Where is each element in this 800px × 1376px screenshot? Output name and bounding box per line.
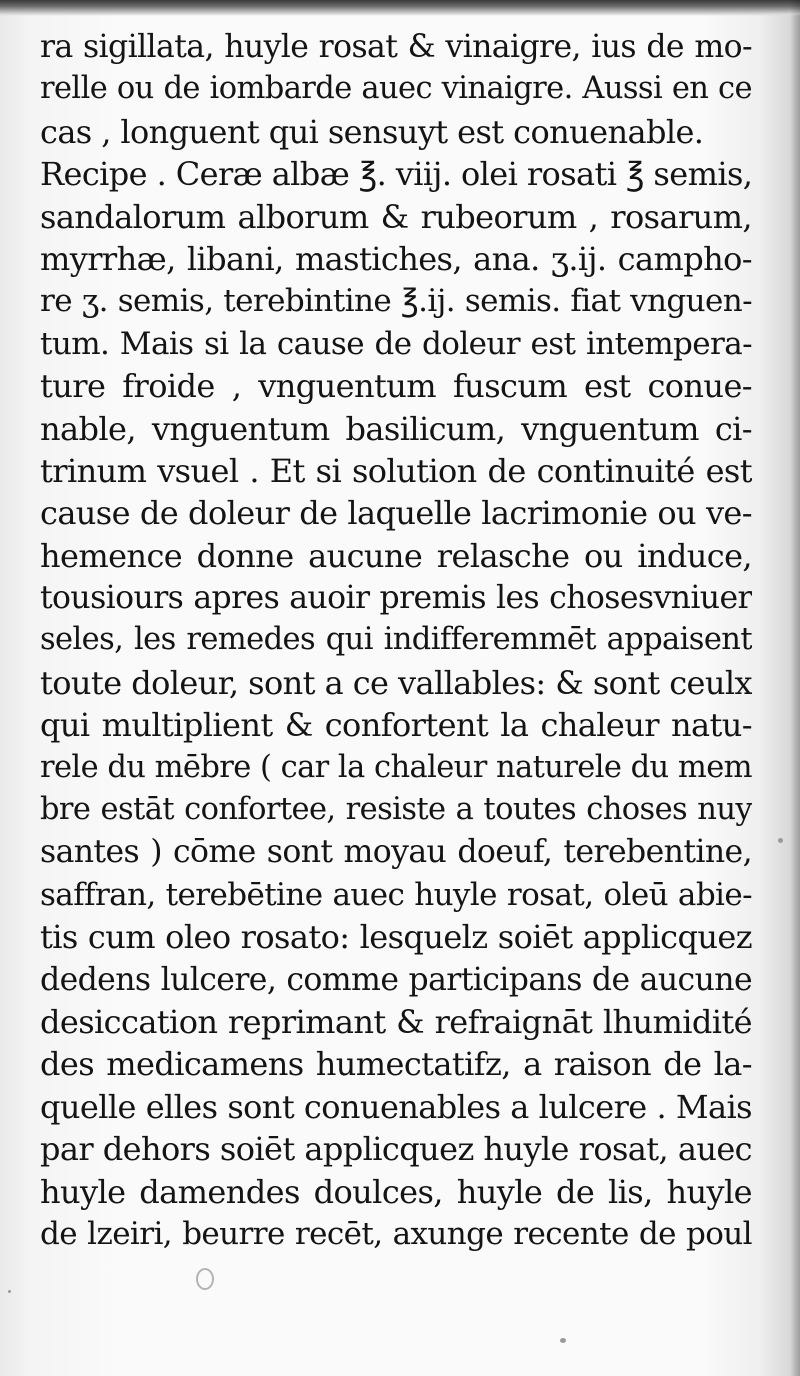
text-line: ra sigillata, huyle rosat & vinaigre, ius de mo-: [40, 29, 752, 65]
text-line: saffran, terebētine auec huyle rosat, oleū abie-: [40, 876, 752, 913]
text-line: Recipe . Ceræ albæ ℥. viij. olei rosati ℥ semis,: [40, 155, 752, 194]
text-line: tis cum oleo rosato: lesquelz soiēt applicquez: [40, 918, 752, 957]
text-line: par dehors soiēt applicquez huyle rosat, auec: [40, 1130, 752, 1169]
text-line: bre estāt confortee, resiste a toutes choses nuy: [40, 792, 752, 828]
text-line: nable, vnguentum basilicum, vnguentum ci-: [40, 409, 752, 448]
text-line: hemence donne aucune relasche ou induce,: [40, 536, 752, 575]
page-top-edge-shadow: [0, 0, 800, 16]
text-line: tum. Mais si la cause de doleur est intempera-: [40, 325, 752, 362]
paper-speck: [196, 1268, 214, 1290]
text-line: de lzeiri, beurre recēt, axunge recente de poul: [40, 1215, 752, 1252]
body-text: [40, 26, 752, 1255]
text-line: santes ) cōme sont moyau doeuf, terebentine,: [40, 834, 752, 871]
text-line: trinum vsuel . Et si solution de continuité est: [40, 451, 752, 490]
text-line: qui multiplient & confortent la chaleur natu-: [40, 706, 752, 745]
text-line: desiccation reprimant & refraignāt lhumidité: [40, 1002, 752, 1041]
paper-speck: [8, 1290, 11, 1293]
text-line: seles, les remedes qui indifferemmēt appaisent: [40, 622, 752, 658]
text-line: myrrhæ, libani, mastiches, ana. ʒ.ij. campho-: [40, 239, 752, 278]
paper-speck: [778, 838, 783, 843]
text-line: sandalorum alborum & rubeorum , rosarum,: [40, 197, 752, 236]
text-line: re ʒ. semis, terebintine ℥.ij. semis. fiat vnguen-: [40, 283, 752, 320]
text-line: ture froide , vnguentum fuscum est conue-: [40, 367, 752, 406]
text-line: rele du mēbre ( car la chaleur naturele du mem: [40, 749, 752, 785]
text-line: tousiours apres auoir premis les chosesvniuer: [40, 580, 752, 617]
text-line: quelle elles sont conuenables a lulcere . Mais: [40, 1087, 752, 1126]
text-line: dedens lulcere, comme participans de aucune: [40, 961, 752, 998]
text-line: des medicamens humectatifz, a raison de la-: [40, 1045, 752, 1084]
text-line: cause de doleur de laquelle lacrimonie ou ve-: [40, 494, 752, 533]
text-line: toute doleur, sont a ce vallables: & sont ceulx: [40, 663, 752, 702]
text-line: cas , longuent qui sensuyt est conuenable.: [40, 112, 704, 151]
text-line: relle ou de iombarde auec vinaigre. Aussi en ce: [40, 71, 752, 107]
text-line: huyle damendes doulces, huyle de lis, huyle: [40, 1172, 752, 1211]
paper-speck: [560, 1338, 566, 1343]
page-gutter-shadow: [790, 0, 800, 1376]
